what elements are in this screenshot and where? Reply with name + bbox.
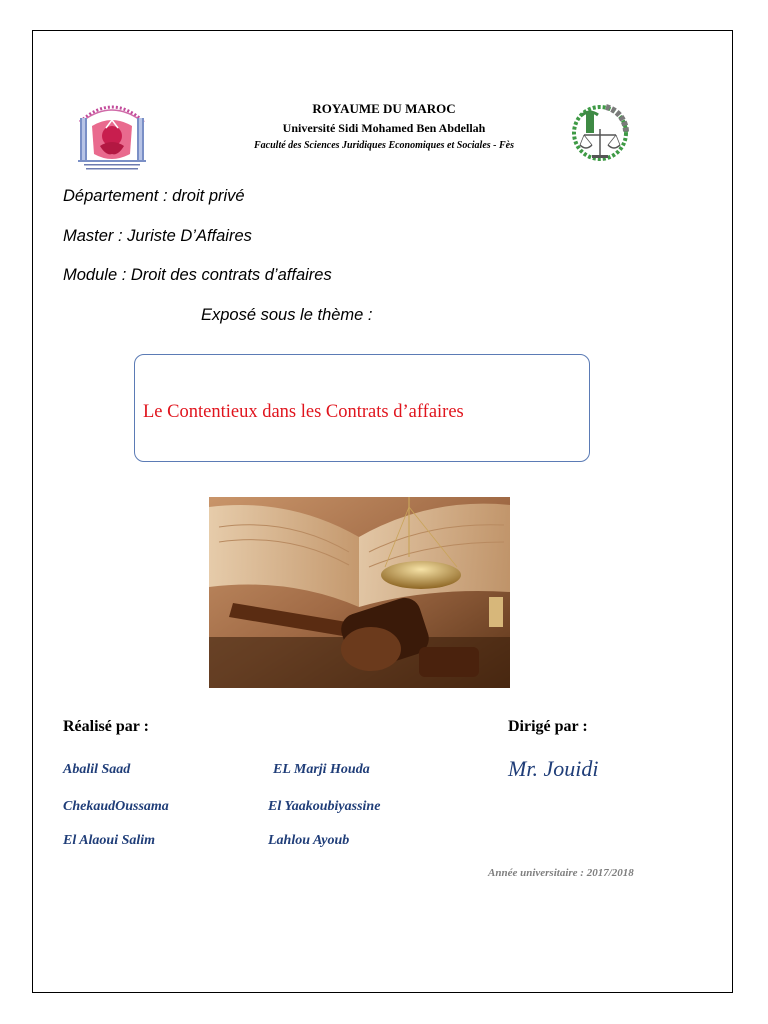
faculty-heading: Faculté des Sciences Juridiques Economiques et Sociales - Fès [254, 140, 514, 151]
academic-year: Année universitaire : 2017/2018 [488, 867, 634, 879]
gavel-scales-book-image [209, 497, 510, 688]
author-name: Lahlou Ayoub [268, 833, 350, 848]
theme-intro: Exposé sous le thème : [201, 306, 373, 324]
master-line: Master : Juriste D’Affaires [63, 227, 252, 245]
author-name: El Alaoui Salim [63, 833, 156, 848]
department-line: Département : droit privé [63, 187, 245, 205]
supervisor-label: Dirigé par : [508, 718, 588, 735]
author-name: EL Marji Houda [273, 762, 370, 777]
supervisor-name: Mr. Jouidi [508, 756, 599, 781]
author-name: ChekaudOussama [63, 799, 169, 814]
module-line: Module : Droit des contrats d’affaires [63, 266, 332, 284]
author-name: El Yaakoubiyassine [268, 799, 381, 814]
report-title: Le Contentieux dans les Contrats d’affaires [143, 402, 464, 422]
author-name: Abalil Saad [63, 762, 131, 777]
kingdom-heading: ROYAUME DU MAROC [312, 101, 456, 116]
authors-label: Réalisé par : [63, 718, 149, 735]
university-heading: Université Sidi Mohamed Ben Abdellah [282, 121, 486, 135]
